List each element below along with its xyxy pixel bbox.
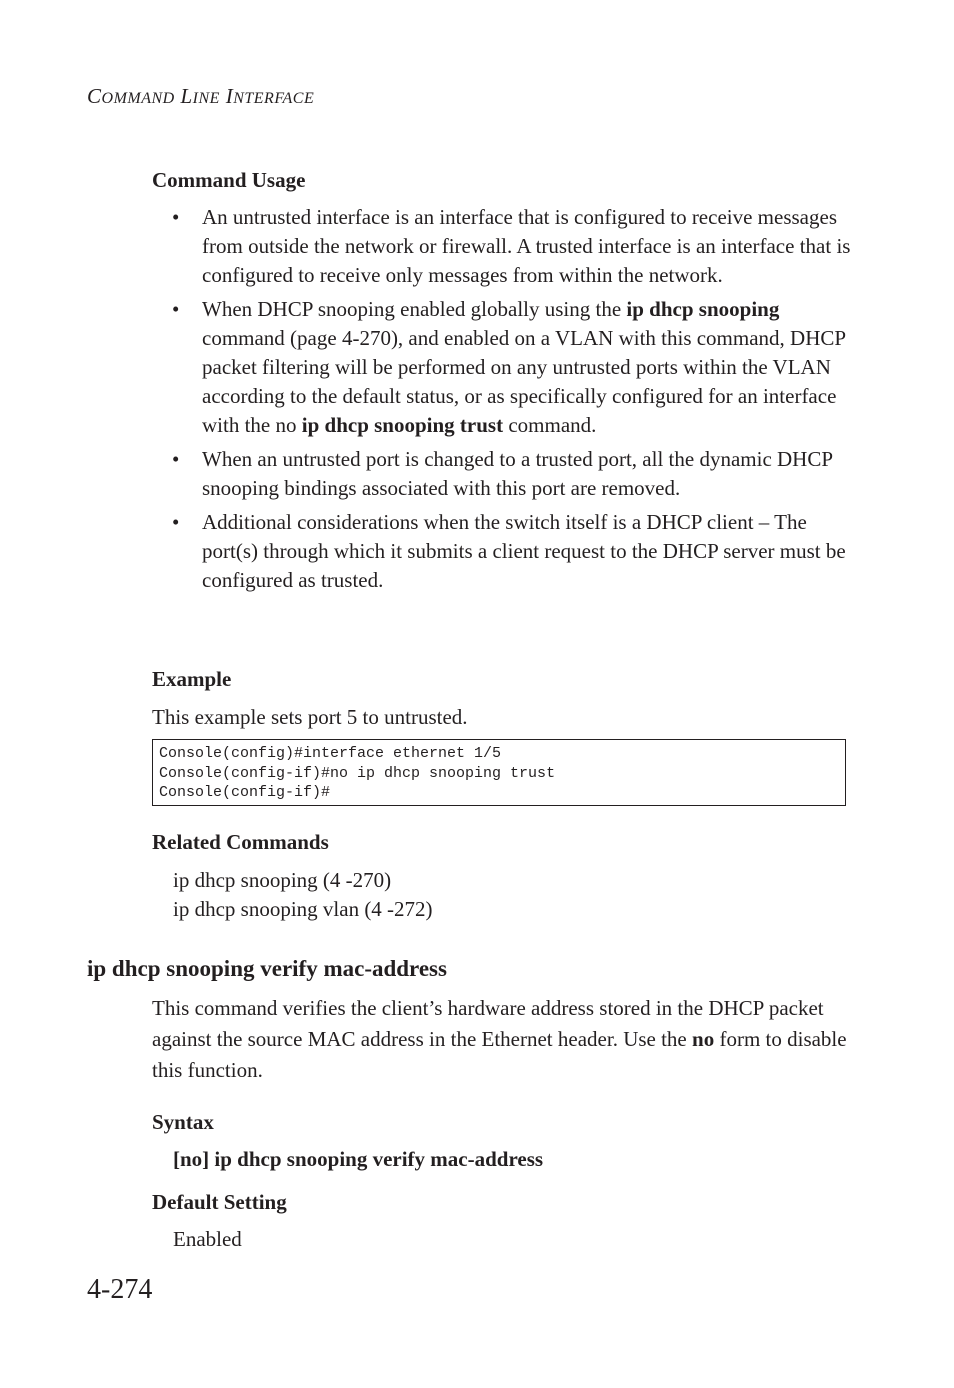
page-number: 4-274 [87, 1274, 153, 1305]
syntax-heading: Syntax [152, 1110, 214, 1134]
command-title: ip dhcp snooping verify mac-address [87, 956, 447, 981]
code-example: Console(config)#interface ethernet 1/5 Console(config-if)#no ip dhcp snooping trust Console(config-if)# [152, 739, 846, 806]
default-setting-heading: Default Setting [152, 1190, 287, 1214]
list-item: • When an untrusted port is changed to a trusted port, all the dynamic DHCP snooping bindings associated with this port are removed. [172, 447, 833, 500]
example-heading: Example [152, 667, 232, 691]
list-item: • An untrusted interface is an interface that is configured to receive messages from outside the network or firewall. A trusted interface is an interface that is configured to receive only messages from within the network. [172, 205, 851, 287]
related-commands-heading: Related Commands [152, 830, 329, 854]
example-text: This example sets port 5 to untrusted. [152, 705, 468, 729]
list-item: • Additional considerations when the switch itself is a DHCP client – The port(s) through which it submits a client request to the DHCP server must be configured as trusted. [172, 510, 846, 592]
running-header: COMMAND LINE INTERFACE [87, 84, 315, 108]
default-setting-value: Enabled [173, 1227, 242, 1251]
command-usage-heading: Command Usage [152, 168, 306, 192]
usage-bullet-list [152, 203, 852, 600]
related-command-1: ip dhcp snooping (4 -270) [173, 868, 392, 892]
list-item: • When DHCP snooping enabled globally using the ip dhcp snooping command (page 4-270), and enabled on a VLAN with this command, DHCP packet filtering will be performed on any untrusted ports within the VLAN according to the default status, or as specifically configured for an interface with the no ip dhcp snooping trust command. [172, 297, 846, 437]
syntax-text: [no] ip dhcp snooping verify mac-address [173, 1147, 544, 1171]
related-command-2: ip dhcp snooping vlan (4 -272) [173, 897, 433, 921]
command-description: This command verifies the client’s hardware address stored in the DHCP packet against the source MAC address in the Ethernet header. Use the no form to disable this function. [152, 996, 847, 1082]
